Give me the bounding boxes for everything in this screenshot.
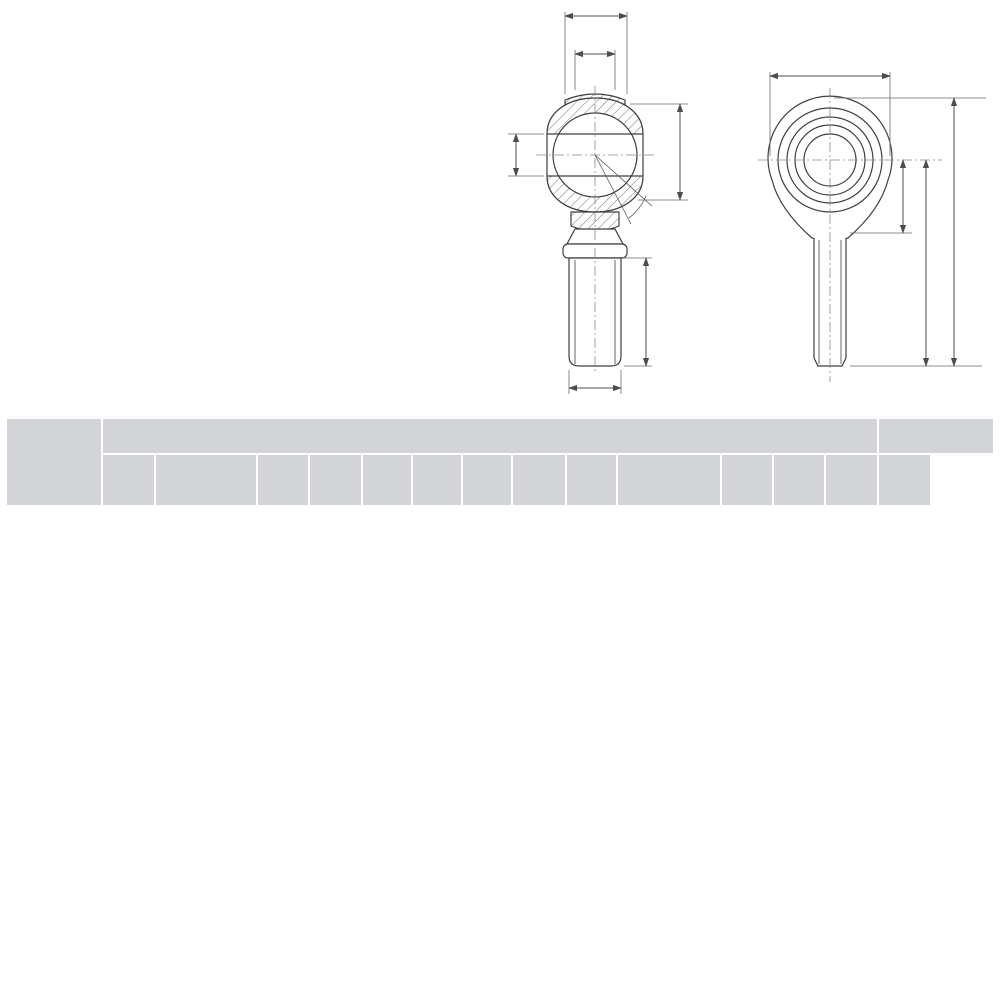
col-header-h [513,455,565,505]
col-header-l1 [363,455,411,505]
rod-end-front-drawing [480,0,750,400]
col-header-d [103,455,154,505]
spec-table [5,417,997,507]
col-header-Co [879,455,930,505]
col-header-B [258,455,308,505]
col-header-l7 [463,455,511,505]
dimensions-group-header [103,419,877,453]
col-header-C [826,455,877,505]
col-header-l2 [567,455,616,505]
col-header-d2 [413,455,461,505]
diagram-side-view [730,0,1000,400]
col-header-a [774,455,824,505]
col-header-type [7,419,101,505]
diagram-front-view [480,0,750,400]
col-header-d3 [156,455,256,505]
col-header-dk [618,455,720,505]
col-header-r1s [722,455,772,505]
rod-end-side-drawing [730,0,1000,400]
load-ratings-group-header [879,419,993,453]
col-header-C1 [310,455,361,505]
